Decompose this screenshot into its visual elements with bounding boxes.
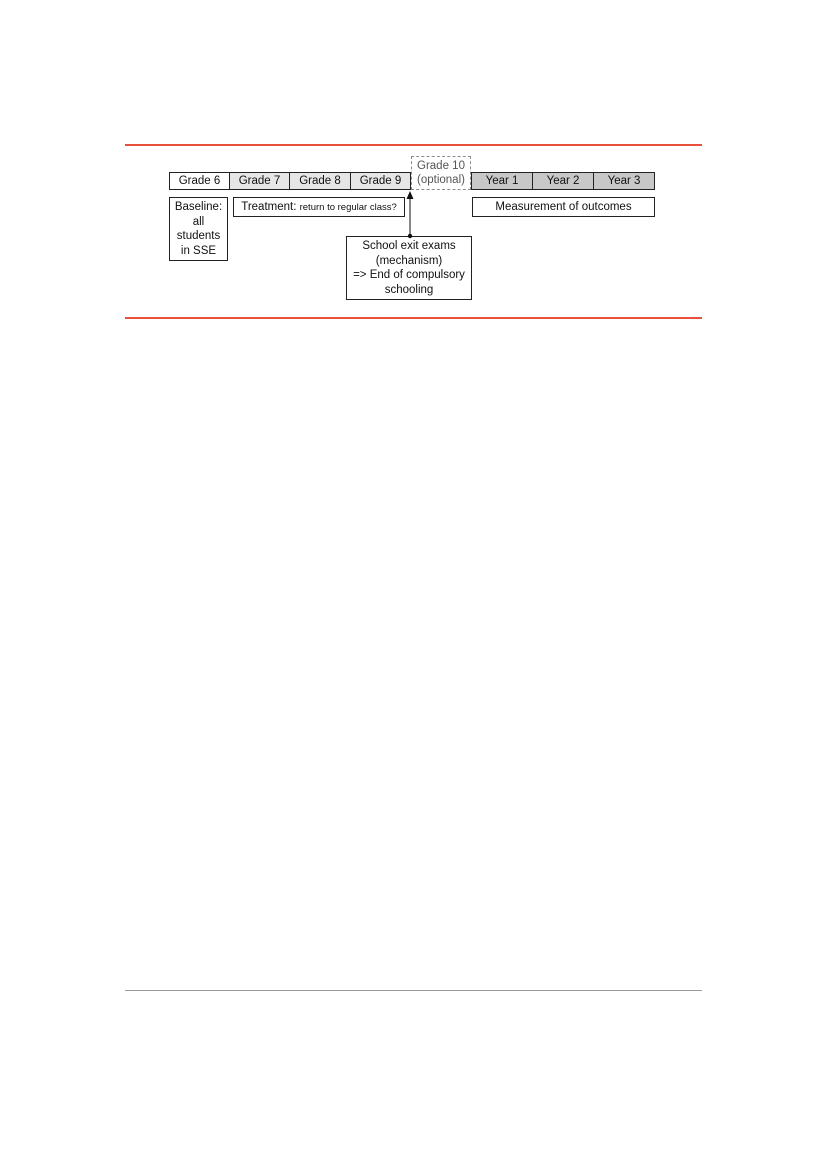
baseline-box — [169, 197, 228, 261]
treatment-question: return to regular class? — [299, 201, 397, 213]
timeline-grade-9: Grade 9 — [350, 172, 411, 190]
baseline-line-1: Baseline: — [174, 201, 223, 213]
exit-exams-box — [346, 236, 472, 300]
exit-line-2: (mechanism) — [375, 254, 443, 267]
timeline-year-3: Year 3 — [593, 172, 655, 190]
timeline-year-1: Year 1 — [471, 172, 533, 190]
measurement-box: Measurement of outcomes — [472, 197, 655, 217]
timeline-grade-7: Grade 7 — [229, 172, 290, 190]
baseline-line-2: all — [192, 215, 205, 228]
exit-line-3: => End of compulsory — [353, 269, 465, 281]
timeline-grade-6: Grade 6 — [169, 172, 230, 190]
treatment-label: Treatment: — [241, 201, 297, 213]
timeline-grade-10-optional — [411, 156, 471, 190]
arrow-head — [407, 191, 414, 199]
timeline-year-2: Year 2 — [532, 172, 594, 190]
baseline-line-4: in SSE — [180, 244, 217, 257]
footer-divider — [125, 990, 702, 991]
timeline-grade-8: Grade 8 — [289, 172, 351, 190]
baseline-line-3: students — [176, 230, 221, 242]
exit-line-4: schooling — [384, 283, 434, 296]
exit-line-1: School exit exams — [362, 240, 456, 252]
grade-10-optional-label: (optional) — [417, 174, 465, 186]
bottom-rule — [125, 317, 702, 319]
grade-10-label: Grade 10 — [417, 160, 465, 172]
treatment-box — [233, 197, 405, 217]
top-rule — [125, 144, 702, 146]
